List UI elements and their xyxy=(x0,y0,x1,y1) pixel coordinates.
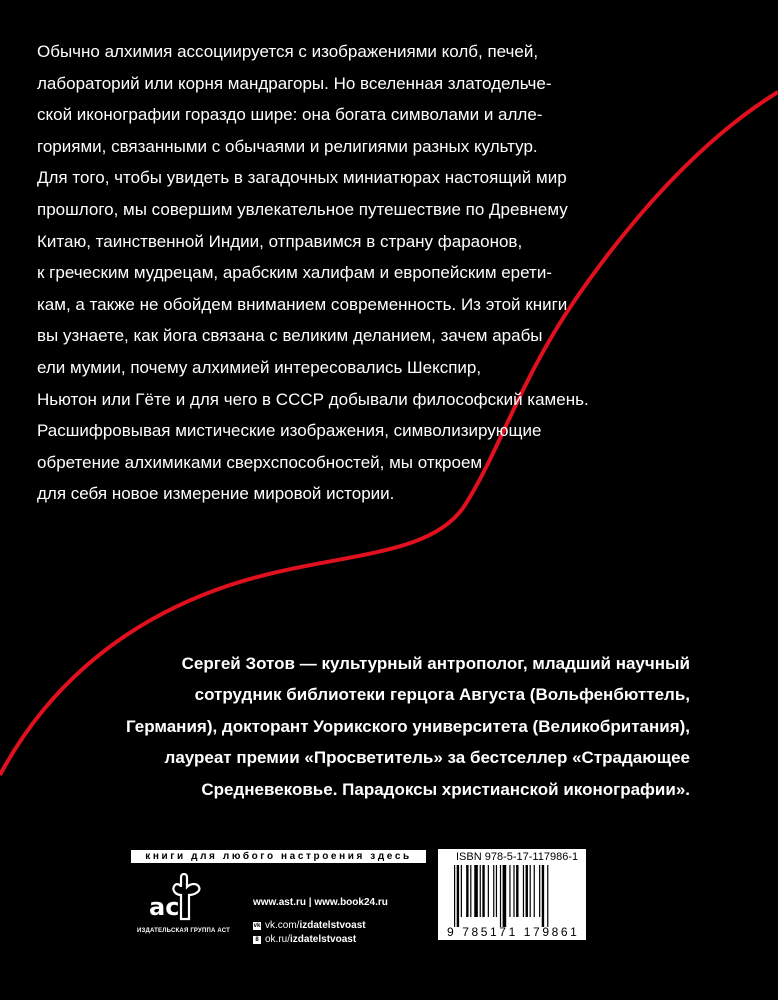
barcode-bar xyxy=(454,865,455,927)
ean-digits: 9 785171 179861 xyxy=(447,925,580,939)
ast-logo xyxy=(147,873,207,925)
isbn-barcode xyxy=(438,849,586,940)
barcode-bar xyxy=(466,865,468,917)
barcode-bar xyxy=(457,865,459,927)
description-line: ели мумии, почему алхимией интересовались Шекспир, xyxy=(37,357,482,377)
barcode-bar xyxy=(516,865,518,917)
description-line: гориями, связанными с обычаями и религиями разных культур. xyxy=(37,136,538,156)
description-line: Обычно алхимия ассоциируется с изображениями колб, печей, xyxy=(37,42,539,61)
description-line: ской иконографии гораздо шире: она богата символами и алле- xyxy=(37,105,543,125)
barcode-bar xyxy=(523,865,524,917)
description-line: к греческим мудрецам, арабским халифам и европейским ерети- xyxy=(37,263,552,283)
description-line: вы узнаете, как йога связана с великим деланием, зачем арабы xyxy=(37,326,543,346)
bio-line: Германия), докторант Уорикского университета (Великобритания), xyxy=(125,716,690,736)
book-description xyxy=(37,36,697,510)
barcode-bar xyxy=(488,865,489,917)
description-line: обретение алхимиками сверхспособностей, мы откроем xyxy=(37,452,483,472)
bio-line: лауреат премии «Просветитель» за бестселлер «Страдающее xyxy=(164,748,690,768)
bio-line: Средневековье. Парадоксы христианской иконографии». xyxy=(201,779,690,799)
bio-line: Сергей Зотов — культурный антрополог, младший научный xyxy=(181,654,690,673)
publisher-name: ИЗДАТЕЛЬСКАЯ ГРУППА АСТ xyxy=(137,928,231,934)
barcode-bar xyxy=(461,865,462,917)
barcode-bar xyxy=(493,865,494,917)
barcode-bar xyxy=(474,865,478,917)
barcode-bar xyxy=(526,865,528,917)
description-line: Ньютон или Гёте и для чего в СССР добывали философский камень. xyxy=(37,389,589,409)
description-line: Расшифровывая мистические изображения, символизирующие xyxy=(37,421,542,441)
ok-icon: 8 xyxy=(253,936,261,944)
description-line: прошлого, мы совершим увлекательное путешествие по Древнему xyxy=(37,199,568,219)
barcode-bars xyxy=(454,865,582,927)
barcode-bar xyxy=(480,865,481,917)
vk-icon: vk xyxy=(253,922,261,929)
barcode-bar xyxy=(500,865,501,927)
vk-link[interactable]: vk vk.com/izdatelstvoast xyxy=(253,920,366,931)
svg-text:ac: ac xyxy=(149,893,180,921)
barcode-bar xyxy=(503,865,507,927)
barcode-bar xyxy=(530,865,531,917)
author-bio xyxy=(126,648,690,805)
barcode-bar xyxy=(482,865,484,917)
bio-line: сотрудник библиотеки герцога Августа (Вольфенбюттель, xyxy=(194,685,690,705)
description-line: Для того, чтобы увидеть в загадочных миниатюрах настоящий мир xyxy=(37,168,567,188)
barcode-bar xyxy=(513,865,514,917)
barcode-bar xyxy=(547,865,548,927)
description-line: лабораторий или корня мандрагоры. Но вселенная златодельче- xyxy=(37,73,552,93)
barcode-bar xyxy=(496,865,497,917)
publisher-websites[interactable]: www.ast.ru | www.book24.ru xyxy=(253,897,388,908)
ok-link[interactable]: 8 ok.ru/izdatelstvoast xyxy=(253,934,356,945)
barcode-bar xyxy=(534,865,535,917)
publisher-slogan: книги для любого настроения здесь xyxy=(131,850,426,863)
description-line: для себя новое измерение мировой истории. xyxy=(37,484,395,504)
description-line: Китаю, таинственной Индии, отправимся в страну фараонов, xyxy=(37,231,523,251)
isbn-number: ISBN 978-5-17-117986-1 xyxy=(456,851,579,863)
barcode-bar xyxy=(509,865,510,917)
barcode-bar xyxy=(470,865,471,917)
barcode-bar xyxy=(539,865,540,917)
barcode-bar xyxy=(542,865,544,927)
description-line: кам, а также не обойдем вниманием современность. Из этой книги xyxy=(37,294,568,314)
